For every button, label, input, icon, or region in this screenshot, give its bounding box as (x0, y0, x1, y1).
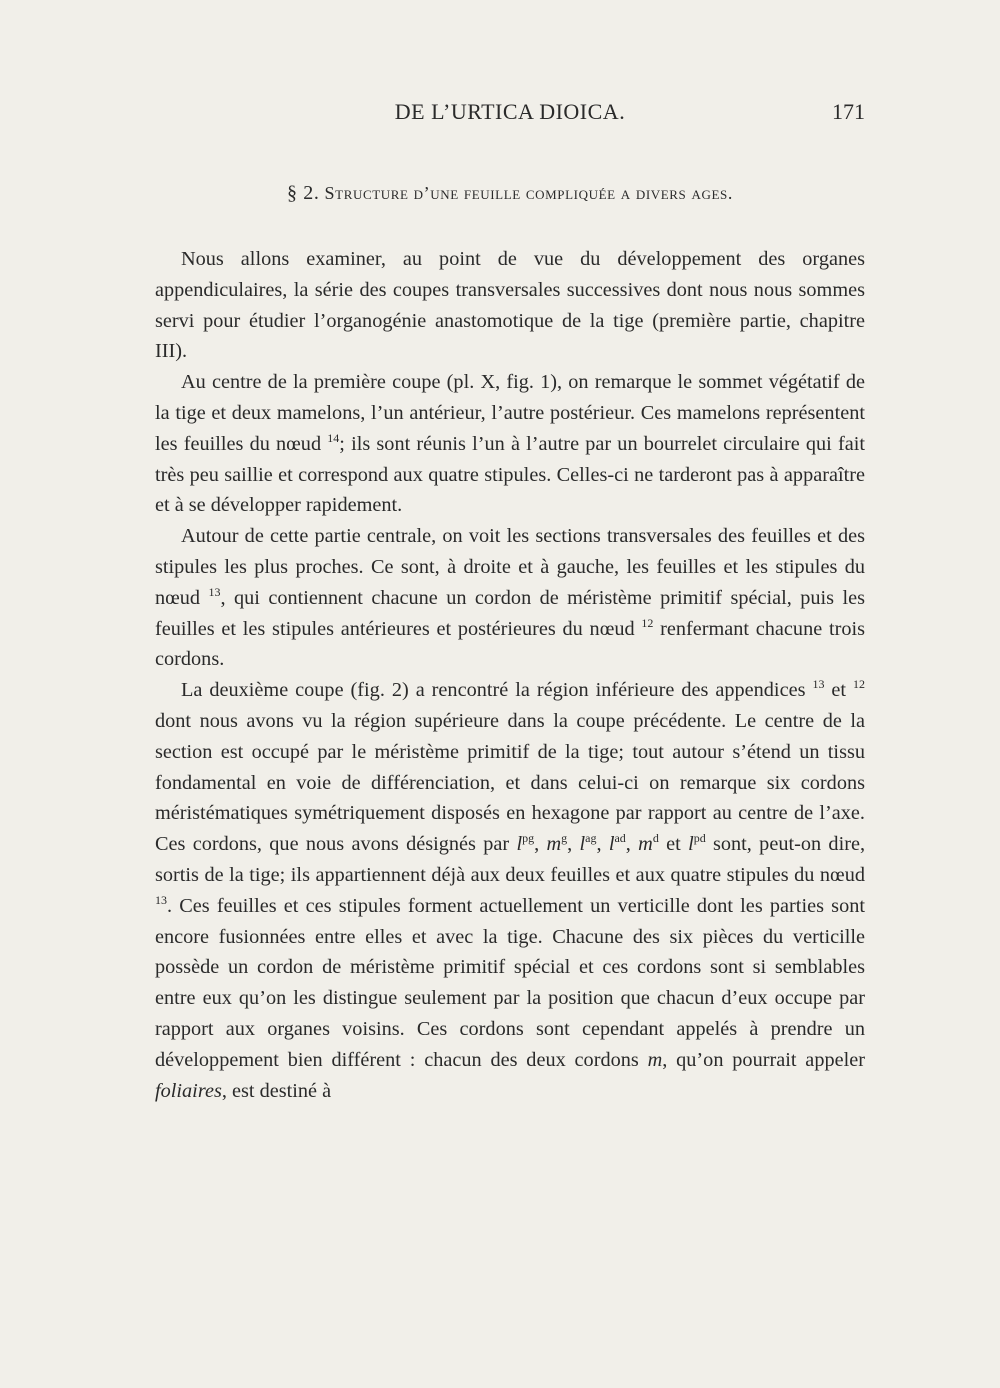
symbol: m (546, 833, 562, 856)
text-run: , qu’on pourrait appeler (662, 1048, 865, 1071)
node-superscript: 13 (155, 892, 167, 907)
symbol-superscript: pd (693, 831, 706, 846)
symbol-superscript: ad (614, 831, 626, 846)
node-superscript: 12 (641, 615, 654, 630)
node-superscript: 13 (208, 585, 221, 599)
page-header (155, 95, 865, 131)
node-superscript: 12 (853, 677, 866, 692)
body-text (155, 244, 865, 1106)
text-run: , (534, 833, 547, 856)
paragraph-1 (155, 244, 865, 367)
text-run: . Ces feuilles et ces stipules forment actuellement un verticille dont les parties sont encore fusionnées entre elles et avec la tige. Chacune des six pièces du verticille possède un cordon de méristème primitif spécial et ces cordons sont si semblables entre eux qu’on les distingue seulement par la position que chacun d’eux occupe par rapport aux organes voisins. Ces cordons sont cependant appelés à prendre un développement bien différent : chacun des deux cordons (155, 894, 865, 1071)
node-superscript: 14 (327, 431, 340, 446)
text-run: et (658, 833, 689, 856)
paragraph-4 (155, 675, 865, 1106)
italic-term: foliaires (155, 1079, 222, 1102)
text-run: , (596, 833, 609, 856)
text-run: Au centre de la première coupe (pl. X, fig. 1), on remarque le sommet végétatif de la tige et deux mamelons, l’un antérieur, l’autre postérieur. Ces mamelons représentent les feuilles du nœud (155, 371, 865, 455)
section-number: § 2. (287, 182, 320, 204)
running-title: DE L’URTICA DIOICA. (394, 99, 626, 124)
symbol-superscript: d (652, 831, 659, 846)
text-run: Autour de cette partie centrale, on voit les sections transversales des feuilles et des stipules les plus proches. Ce sont, à droite et à gauche, les feuilles et les stipules du nœud (155, 525, 865, 609)
text-run: , qui contiennent chacune un cordon de méristème primitif spécial, puis les feuilles et les stipules antérieures et postérieures du nœud (155, 586, 866, 640)
node-superscript: 13 (812, 677, 825, 692)
text-run: La deuxième coupe (fig. 2) a rencontré la région inférieure des appendices (181, 679, 813, 702)
symbol: m (638, 833, 653, 856)
text-run: dont nous avons vu la région supérieure dans la coupe précédente. Le centre de la section est occupé par le méristème primitif de la tige; tout autour s’étend un tissu fondamental en voie de différenciation, et dans celui-ci on remarque six cordons méristématiques symétriquement disposés en hexagone par rapport au centre de l’axe. Ces cordons, que nous avons désignés par (155, 709, 865, 856)
text-run: , (567, 833, 580, 856)
symbol: l (516, 833, 523, 856)
symbol-superscript: pg (522, 831, 535, 846)
text-run: renfermant chacune trois cordons. (155, 617, 865, 671)
symbol: m (647, 1048, 663, 1071)
symbol: l (688, 833, 694, 856)
text-run: , est destiné à (221, 1079, 332, 1102)
page-number: 171 (832, 99, 865, 124)
paragraph-3 (155, 521, 865, 675)
text-run: sont, peut-on dire, sortis de la tige; ils appartiennent déjà aux deux feuilles et aux quatre stipules du nœud (155, 833, 866, 886)
symbol-superscript: g (561, 831, 568, 846)
text-run: , (625, 833, 639, 856)
paragraph-2 (155, 367, 865, 521)
symbol: l (608, 833, 615, 856)
symbol: l (579, 833, 586, 856)
section-heading (155, 182, 865, 205)
text-run: et (824, 679, 854, 702)
text-run: Nous allons examiner, au point de vue du développement des organes appendiculaires, la série des coupes transversales successives dont nous nous sommes servi pour étudier l’organogénie anastomotique de la tige (première partie, chapitre III). (155, 248, 865, 363)
section-title: Structure d’une feuille compliquée a divers ages. (324, 183, 733, 203)
symbol-superscript: ag (585, 831, 597, 846)
text-run: ; ils sont réunis l’un à l’autre par un bourrelet circulaire qui fait très peu saillie et correspond aux quatre stipules. Celles-ci ne tarderont pas à apparaître et à se développer rapidement. (155, 432, 865, 517)
